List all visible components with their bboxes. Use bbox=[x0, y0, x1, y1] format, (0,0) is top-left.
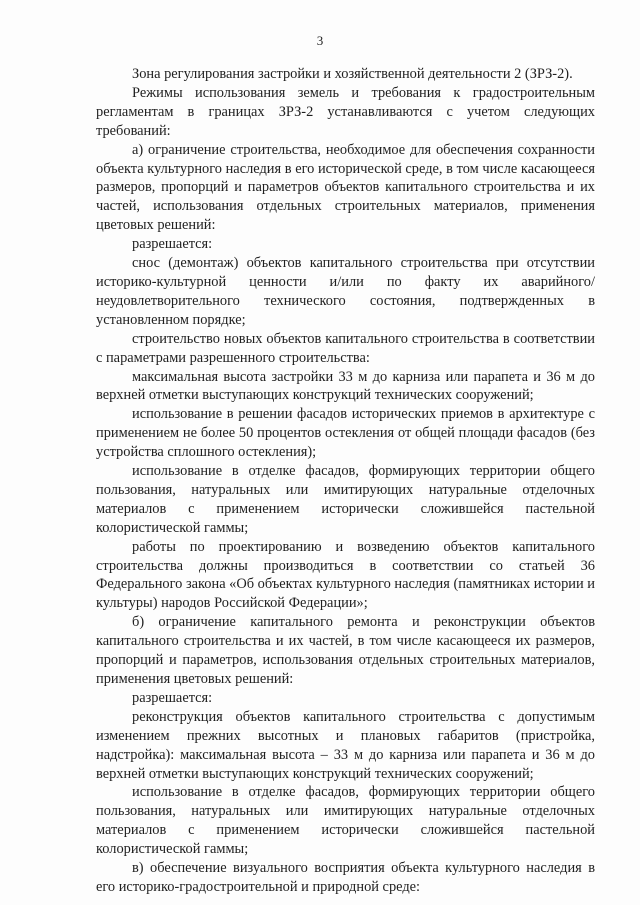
paragraph: Режимы использования земель и требования к градостроительным регламентам в границах ЗРЗ-2 устанавливаются с учетом следующих требований: bbox=[96, 84, 595, 139]
paragraph: снос (демонтаж) объектов капитального строительства при отсутствии историко-культурной ценности и/или по факту их аварийного/ неудовлетворительного технического состояния, подтвержденных в установленном порядке; bbox=[96, 255, 595, 328]
paragraph: б) ограничение капитального ремонта и реконструкции объектов капитального строительства и их частей, в том числе касающееся их размеров, пропорций и параметров, использования отдельных строительных материалов, применения цветовых решений: bbox=[96, 614, 595, 687]
paragraph: реконструкция объектов капитального строительства с допустимым изменением прежних высотных и плановых габаритов (пристройка, надстройка): максимальная высота – 33 м до карниза или парапета и 36 м до верхней отметки выступающих конструкций технических сооружений; bbox=[96, 708, 595, 782]
document-body bbox=[96, 65, 595, 897]
zone-heading: Зона регулирования застройки и хозяйственной деятельности 2 (ЗРЗ-2). bbox=[132, 66, 573, 82]
paragraph: строительство новых объектов капитального строительства в соответствии с параметрами разрешенного строительства: bbox=[96, 330, 595, 366]
page-number: 3 bbox=[316, 33, 324, 48]
paragraph: использование в отделке фасадов, формирующих территории общего пользования, натуральных или имитирующих натуральные отделочных материалов с применением исторически сложившейся пастельной колористической гаммы; bbox=[96, 784, 595, 858]
paragraph: в) обеспечение визуального восприятия объекта культурного наследия в его историко-градостроительной и природной среде: bbox=[96, 860, 595, 895]
paragraph: работы по проектированию и возведению объектов капитального строительства должны производиться в соответствии со статьей 36 Федерального закона «Об объектах культурного наследия (памятниках истории и культуры) народов Российской Федерации»; bbox=[96, 538, 596, 612]
paragraph: а) ограничение строительства, необходимое для обеспечения сохранности объекта культурного наследия в его исторической среде, в том числе касающееся размеров, пропорций и параметров объектов капитального строительства и их частей, использования отдельных строительных материалов, применения цветовых решений: bbox=[96, 141, 595, 234]
paragraph: разрешается: bbox=[132, 689, 213, 706]
paragraph: использование в решении фасадов исторических приемов в архитектуре с применением не более 50 процентов остекления от общей площади фасадов (без устройства сплошного остекления); bbox=[96, 406, 595, 461]
paragraph: использование в отделке фасадов, формирующих территории общего пользования, натуральных или имитирующих натуральные отделочных материалов с применением исторически сложившейся пастельной колористической гаммы; bbox=[96, 463, 595, 536]
paragraph: разрешается: bbox=[132, 236, 213, 253]
paragraph: максимальная высота застройки 33 м до карниза или парапета и 36 м до верхней отметки выступающих конструкций технических сооружений; bbox=[96, 368, 595, 404]
